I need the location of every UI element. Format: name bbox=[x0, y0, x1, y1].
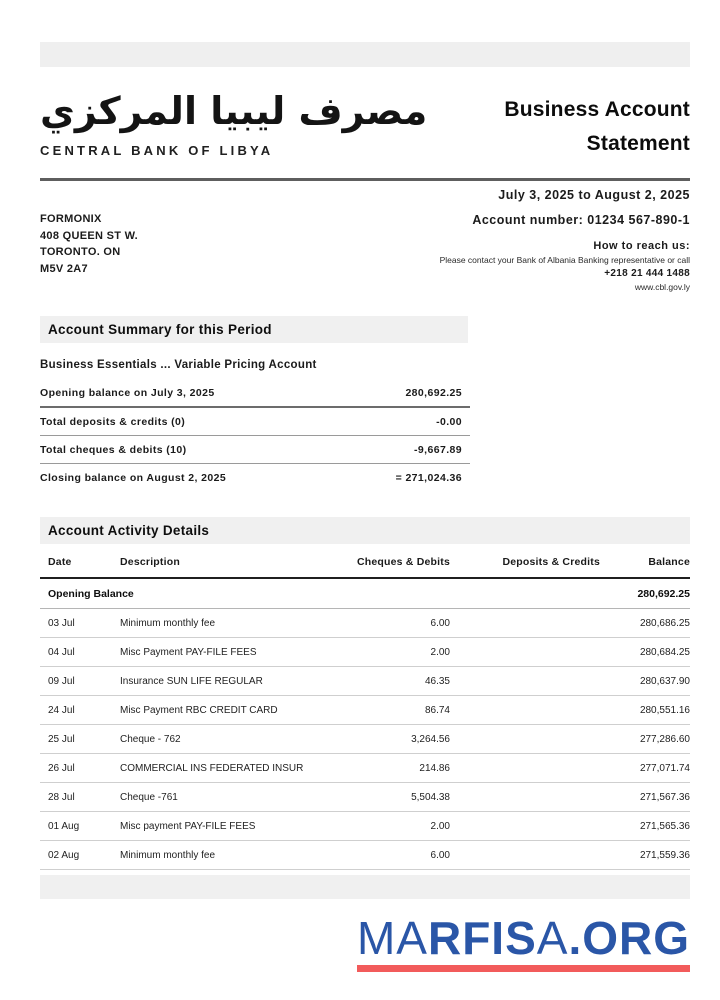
statement-meta bbox=[440, 185, 690, 292]
summary-row-label: Closing balance on August 2, 2025 bbox=[40, 472, 227, 485]
cell-credit bbox=[450, 609, 600, 638]
bank-logo-arabic-calligraphy: مصرف ليبيا المركزي bbox=[40, 89, 428, 133]
column-header-description: Description bbox=[120, 548, 310, 578]
activity-heading-label: Account Activity Details bbox=[48, 523, 210, 539]
cell-balance: 280,686.25 bbox=[600, 609, 690, 638]
opening-balance-row bbox=[40, 578, 690, 609]
customer-address bbox=[40, 211, 138, 292]
summary-table bbox=[40, 379, 470, 491]
footer-site-segment: RFIS bbox=[427, 912, 537, 965]
footer-site-segment: A bbox=[536, 912, 569, 965]
cell-debit: 214.86 bbox=[310, 754, 450, 783]
cell-description: Cheque - 762 bbox=[120, 725, 310, 754]
cell-credit bbox=[450, 754, 600, 783]
address-line3: M5V 2A7 bbox=[40, 262, 88, 275]
cell-balance: 271,567.36 bbox=[600, 783, 690, 812]
summary-row-value: -9,667.89 bbox=[414, 444, 462, 457]
contact-phone: +218 21 444 1488 bbox=[604, 268, 690, 280]
address-line1: 408 QUEEN ST W. bbox=[40, 229, 139, 242]
bank-logo bbox=[40, 83, 427, 160]
table-row bbox=[40, 754, 690, 783]
cell-date: 09 Jul bbox=[40, 667, 120, 696]
cell-date: 24 Jul bbox=[40, 696, 120, 725]
header-divider bbox=[40, 178, 690, 181]
cell-debit: 46.35 bbox=[310, 667, 450, 696]
table-row bbox=[40, 667, 690, 696]
cell-debit: 6.00 bbox=[310, 609, 450, 638]
cell-balance: 277,071.74 bbox=[600, 754, 690, 783]
top-gray-bar bbox=[40, 42, 690, 67]
cell-balance: 271,559.36 bbox=[600, 841, 690, 870]
contact-instruction: Please contact your Bank of Albania Banking representative or call bbox=[439, 255, 690, 266]
column-header-debits: Cheques & Debits bbox=[310, 548, 450, 578]
cell-credit bbox=[450, 578, 600, 609]
cell-date: 25 Jul bbox=[40, 725, 120, 754]
cell-credit bbox=[450, 638, 600, 667]
contact-block bbox=[440, 240, 690, 292]
account-type-label: Business Essentials ... Variable Pricing Account bbox=[40, 359, 317, 372]
table-row bbox=[40, 783, 690, 812]
table-end-bar bbox=[40, 875, 690, 899]
table-row bbox=[40, 725, 690, 754]
cell-date: 28 Jul bbox=[40, 783, 120, 812]
cell-credit bbox=[450, 812, 600, 841]
footer-site-segment: MA bbox=[356, 912, 428, 965]
summary-row-label: Total deposits & credits (0) bbox=[40, 416, 186, 429]
cell-description: Misc Payment PAY-FILE FEES bbox=[120, 638, 310, 667]
contact-heading: How to reach us: bbox=[593, 240, 690, 253]
cell-date: 02 Aug bbox=[40, 841, 120, 870]
cell-balance: 280,551.16 bbox=[600, 696, 690, 725]
cell-debit: 2.00 bbox=[310, 638, 450, 667]
activity-heading bbox=[40, 517, 690, 544]
summary-row-value: -0.00 bbox=[436, 416, 462, 429]
cell-debit bbox=[310, 578, 450, 609]
summary-row bbox=[40, 379, 470, 408]
cell-date: 26 Jul bbox=[40, 754, 120, 783]
summary-heading bbox=[40, 316, 468, 343]
summary-row-label: Opening balance on July 3, 2025 bbox=[40, 387, 215, 400]
summary-row bbox=[40, 464, 470, 491]
cell-description: Minimum monthly fee bbox=[120, 841, 310, 870]
activity-table bbox=[40, 548, 690, 870]
bank-name: CENTRAL BANK OF LIBYA bbox=[40, 143, 274, 158]
cell-credit bbox=[450, 667, 600, 696]
summary-row-value: 280,692.25 bbox=[405, 387, 462, 400]
cell-description: Cheque -761 bbox=[120, 783, 310, 812]
cell-credit bbox=[450, 725, 600, 754]
table-header-row bbox=[40, 548, 690, 578]
cell-description: Misc payment PAY-FILE FEES bbox=[120, 812, 310, 841]
footer bbox=[40, 914, 690, 972]
summary-heading-label: Account Summary for this Period bbox=[48, 322, 272, 338]
cell-opening-label: Opening Balance bbox=[40, 578, 310, 609]
cell-description: Minimum monthly fee bbox=[120, 609, 310, 638]
table-row bbox=[40, 638, 690, 667]
cell-credit bbox=[450, 841, 600, 870]
summary-row bbox=[40, 436, 470, 464]
table-row bbox=[40, 812, 690, 841]
cell-balance: 271,565.36 bbox=[600, 812, 690, 841]
page-title-line1: Business Account bbox=[504, 98, 690, 121]
cell-debit: 3,264.56 bbox=[310, 725, 450, 754]
page-title bbox=[504, 93, 690, 160]
summary-row-value: = 271,024.36 bbox=[395, 472, 462, 485]
cell-date: 04 Jul bbox=[40, 638, 120, 667]
cell-date: 01 Aug bbox=[40, 812, 120, 841]
cell-balance: 277,286.60 bbox=[600, 725, 690, 754]
cell-balance: 280,692.25 bbox=[600, 578, 690, 609]
cell-credit bbox=[450, 696, 600, 725]
footer-site-link[interactable] bbox=[357, 914, 690, 972]
summary-row-label: Total cheques & debits (10) bbox=[40, 444, 187, 457]
cell-debit: 5,504.38 bbox=[310, 783, 450, 812]
statement-header bbox=[40, 83, 690, 160]
column-header-credits: Deposits & Credits bbox=[450, 548, 600, 578]
footer-underline bbox=[357, 965, 690, 972]
column-header-balance: Balance bbox=[600, 548, 690, 578]
summary-row bbox=[40, 408, 470, 436]
cell-debit: 2.00 bbox=[310, 812, 450, 841]
table-row bbox=[40, 696, 690, 725]
cell-date: 03 Jul bbox=[40, 609, 120, 638]
cell-description: Misc Payment RBC CREDIT CARD bbox=[120, 696, 310, 725]
page-title-line2: Statement bbox=[586, 131, 690, 155]
account-number: Account number: 01234 567-890-1 bbox=[472, 213, 690, 228]
cell-description: COMMERCIAL INS FEDERATED INSUR bbox=[120, 754, 310, 783]
cell-debit: 6.00 bbox=[310, 841, 450, 870]
cell-debit: 86.74 bbox=[310, 696, 450, 725]
cell-balance: 280,684.25 bbox=[600, 638, 690, 667]
contact-website-link[interactable]: www.cbl.gov.ly bbox=[634, 282, 690, 293]
column-header-date: Date bbox=[40, 548, 120, 578]
cell-credit bbox=[450, 783, 600, 812]
table-row bbox=[40, 609, 690, 638]
cell-balance: 280,637.90 bbox=[600, 667, 690, 696]
statement-period: July 3, 2025 to August 2, 2025 bbox=[498, 188, 690, 203]
customer-name: FORMONIX bbox=[40, 213, 102, 226]
footer-site-segment: .ORG bbox=[568, 912, 690, 965]
address-line2: TORONTO. ON bbox=[40, 246, 121, 259]
table-row bbox=[40, 841, 690, 870]
statement-info bbox=[40, 185, 690, 292]
cell-description: Insurance SUN LIFE REGULAR bbox=[120, 667, 310, 696]
